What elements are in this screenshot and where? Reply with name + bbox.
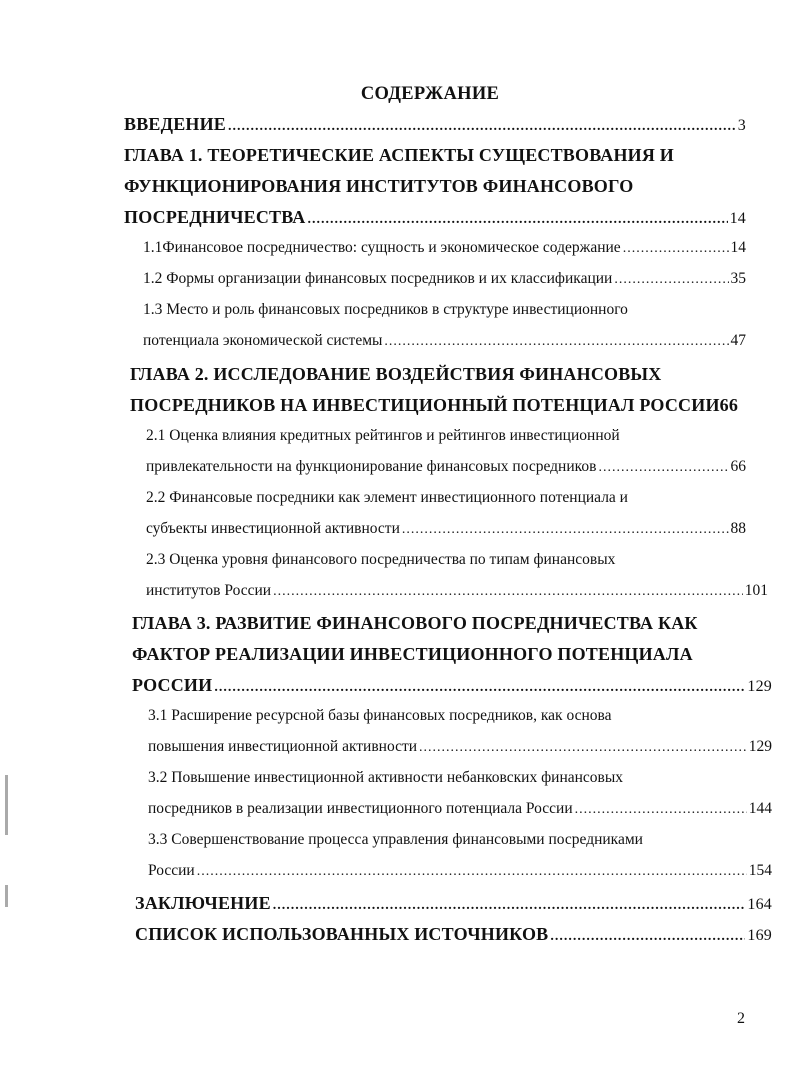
dot-leader [614,272,728,288]
toc-page-number: 101 [744,582,768,599]
toc-section-2-3-line-1: 2.3 Оценка уровня финансового посредничества по типам финансовых [146,551,616,568]
toc-page-number: 47 [730,332,746,349]
toc-entry-text: РОССИИ [132,675,213,695]
dot-leader [402,522,729,538]
toc-entry-text: ПОСРЕДНИКОВ НА ИНВЕСТИЦИОННЫЙ ПОТЕНЦИАЛ РОССИИ [130,395,720,415]
toc-section-1-2 [143,270,746,296]
dot-leader [273,584,743,600]
dot-leader [623,241,729,257]
dot-leader [575,802,747,818]
toc-page-number: 154 [748,862,772,879]
toc-entry-text: ПОСРЕДНИЧЕСТВА [124,207,306,227]
toc-section-3-3-line-2 [148,862,772,888]
toc-section-2-1-line-1: 2.1 Оценка влияния кредитных рейтингов и рейтингов инвестиционной [146,427,620,444]
toc-entry-text: 1.2 Формы организации финансовых посредников и их классификации [143,270,613,287]
toc-chapter-1-line-2: ФУНКЦИОНИРОВАНИЯ ИНСТИТУТОВ ФИНАНСОВОГО [124,176,634,196]
toc-chapter-1-line-3 [124,207,746,233]
toc-chapter-3-line-3 [132,675,772,701]
toc-entry-text: 1.1Финансовое посредничество: сущность и экономическое содержание [143,239,621,256]
toc-heading: СОДЕРЖАНИЕ [360,84,500,104]
toc-entry-conclusion [135,893,772,919]
toc-section-3-2-line-1: 3.2 Повышение инвестиционной активности небанковских финансовых [148,769,624,786]
toc-chapter-1-line-1: ГЛАВА 1. ТЕОРЕТИЧЕСКИЕ АСПЕКТЫ СУЩЕСТВОВАНИЯ И [124,145,674,165]
dot-leader [273,898,746,914]
dot-leader [384,334,728,350]
toc-page-number: 14 [729,210,746,227]
toc-page-number: 3 [737,117,746,134]
dot-leader [197,864,747,880]
toc-section-1-1 [143,239,746,265]
toc-entry-text: России [148,862,195,879]
toc-page-number: 66 [730,458,746,475]
toc-section-2-3-line-2 [146,582,768,608]
toc-entry-text: ВВЕДЕНИЕ [124,114,227,134]
toc-section-3-2-line-2 [148,800,772,826]
toc-page-number: 169 [747,927,772,944]
toc-section-3-1-line-1: 3.1 Расширение ресурсной базы финансовых посредников, как основа [148,707,612,724]
toc-section-2-2-line-2 [146,520,746,546]
toc-entry-text: посредников в реализации инвестиционного потенциала России [148,800,573,817]
toc-entry-intro [124,114,746,140]
scan-edge-mark [5,885,8,907]
toc-page-number: 88 [730,520,746,537]
toc-chapter-2-line-2 [130,395,746,421]
toc-entry-sources [135,924,772,950]
dot-leader [214,680,745,696]
toc-chapter-3-line-1: ГЛАВА 3. РАЗВИТИЕ ФИНАНСОВОГО ПОСРЕДНИЧЕСТВА КАК [132,613,698,633]
toc-page-number: 164 [747,896,772,913]
toc-section-3-3-line-1: 3.3 Совершенствование процесса управления финансовыми посредниками [148,831,643,848]
toc-entry-text: субъекты инвестиционной активности [146,520,400,537]
toc-page-number: 14 [730,239,746,256]
dot-leader [308,212,728,228]
dot-leader [419,740,747,756]
toc-chapter-3-line-2: ФАКТОР РЕАЛИЗАЦИИ ИНВЕСТИЦИОННОГО ПОТЕНЦИАЛА [132,644,693,664]
toc-section-2-2-line-1: 2.2 Финансовые посредники как элемент инвестиционного потенциала и [146,489,628,506]
toc-page-number: 35 [730,270,746,287]
toc-entry-text: институтов России [146,582,272,599]
toc-entry-text: повышения инвестиционной активности [148,738,418,755]
toc-chapter-2-line-1: ГЛАВА 2. ИССЛЕДОВАНИЕ ВОЗДЕЙСТВИЯ ФИНАНСОВЫХ [130,364,662,384]
toc-entry-text: СПИСОК ИСПОЛЬЗОВАННЫХ ИСТОЧНИКОВ [135,924,549,944]
toc-section-1-3-line-2 [143,332,746,358]
page-number: 2 [737,1010,745,1027]
dot-leader [228,119,736,135]
toc-section-1-3-line-1: 1.3 Место и роль финансовых посредников в структуре инвестиционного [143,301,628,318]
toc-entry-text: ЗАКЛЮЧЕНИЕ [135,893,271,913]
toc-section-3-1-line-2 [148,738,772,764]
toc-page-number: 129 [748,738,772,755]
toc-section-2-1-line-2 [146,458,746,484]
toc-page-number: 144 [748,800,772,817]
dot-leader [598,460,728,476]
toc-entry-text: привлекательности на функционирование финансовых посредников [146,458,597,475]
toc-page-number: 129 [747,678,772,695]
toc-entry-text: потенциала экономической системы [143,332,383,349]
toc-page-number: 66 [719,395,739,415]
dot-leader [550,929,745,945]
scan-edge-mark [5,775,8,835]
